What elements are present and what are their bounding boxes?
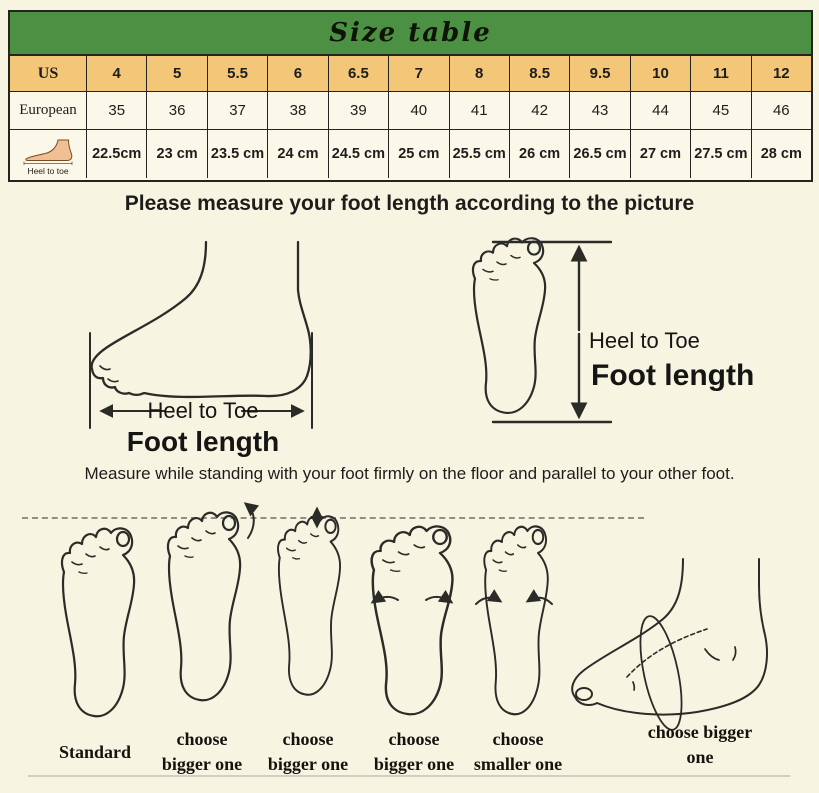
row-label-heel-to-toe	[10, 130, 86, 180]
foot-side-outline	[572, 559, 767, 715]
table-cell: 26 cm	[509, 130, 569, 178]
table-cell: 37	[207, 92, 267, 130]
row-label-us: US	[10, 56, 86, 92]
table-cell: 24 cm	[267, 130, 327, 178]
footprint-long-big-toe-icon	[152, 500, 262, 716]
width-outward-arrows	[373, 597, 451, 602]
table-cell: 27.5 cm	[690, 130, 750, 178]
footprint-outline	[168, 512, 240, 700]
table-cell: 5	[146, 56, 206, 92]
table-cell: 24.5 cm	[328, 130, 388, 178]
foot-length-label: Foot length	[126, 426, 280, 457]
table-cell: 38	[267, 92, 327, 130]
table-cell: 6.5	[328, 56, 388, 92]
footprint-standard-icon	[48, 526, 148, 726]
footprint-outline	[484, 526, 547, 714]
foot-side-view-icon	[80, 238, 330, 463]
measure-heading: Please measure your foot length according to the picture	[124, 192, 695, 215]
table-cell: 43	[569, 92, 629, 130]
fit-label-standard: Standard	[58, 742, 132, 762]
table-cell: 36	[146, 92, 206, 130]
table-cell: 5.5	[207, 56, 267, 92]
table-cell: 46	[751, 92, 811, 130]
footprint-slim-icon	[464, 524, 562, 724]
table-cell: 6	[267, 56, 327, 92]
table-row-heel-to-toe	[10, 130, 811, 180]
table-row-us	[10, 56, 811, 92]
foot-side-length-diagram	[80, 238, 330, 463]
fit-label-choose-bigger-4: choose bigger one	[647, 722, 753, 768]
table-cell: 25 cm	[388, 130, 448, 178]
big-toe-over-line-arrow	[246, 504, 254, 538]
fit-label-choose-bigger-2: choose bigger one	[267, 729, 349, 775]
foot-length-label: Foot length	[591, 359, 755, 392]
table-cell: 4	[86, 56, 146, 92]
table-cell: 28 cm	[751, 130, 811, 178]
fit-label-choose-bigger-3: choose bigger one	[373, 729, 455, 775]
size-table-title: Size table	[329, 18, 492, 48]
footprint-outline	[278, 516, 340, 694]
table-cell: 35	[86, 92, 146, 130]
table-cell: 27 cm	[630, 130, 690, 178]
table-cell: 11	[690, 56, 750, 92]
table-cell: 44	[630, 92, 690, 130]
foot-side-outline	[92, 242, 311, 397]
footprint-outline	[62, 528, 134, 716]
footprint-outline	[372, 526, 453, 714]
footprint-length-diagram	[455, 230, 755, 430]
table-cell: 23.5 cm	[207, 130, 267, 178]
footprint-wide-icon	[356, 524, 468, 724]
footprint-outline	[473, 238, 545, 413]
size-table-header	[10, 12, 811, 56]
table-cell: 8.5	[509, 56, 569, 92]
table-cell: 10	[630, 56, 690, 92]
table-cell: 7	[388, 56, 448, 92]
footprint-sole-icon	[455, 230, 755, 430]
table-cell: 40	[388, 92, 448, 130]
table-cell: 42	[509, 92, 569, 130]
table-cell: 9.5	[569, 56, 629, 92]
table-cell: 39	[328, 92, 388, 130]
table-cell: 8	[449, 56, 509, 92]
heel-to-toe-icon-caption: Heel to toe	[27, 165, 69, 176]
table-row-european	[10, 92, 811, 130]
foot-high-instep-icon	[565, 555, 780, 740]
size-table	[8, 10, 813, 182]
table-cell: 23 cm	[146, 130, 206, 178]
table-cell: 41	[449, 92, 509, 130]
table-cell: 12	[751, 56, 811, 92]
table-cell: 22.5cm	[86, 130, 146, 178]
measure-note: Measure while standing with your foot firmly on the floor and parallel to your other foot.	[84, 464, 735, 483]
table-cell: 45	[690, 92, 750, 130]
footprint-long-second-toe-icon	[260, 502, 355, 716]
table-cell: 25.5 cm	[449, 130, 509, 178]
bottom-divider	[28, 775, 790, 777]
small-foot-icon	[20, 137, 76, 165]
table-cell: 26.5 cm	[569, 130, 629, 178]
heel-to-toe-label: Heel to Toe	[147, 398, 259, 423]
fit-label-choose-bigger-1: choose bigger one	[161, 729, 243, 775]
row-label-european: European	[10, 92, 86, 130]
heel-to-toe-label: Heel to Toe	[589, 328, 700, 353]
fit-label-choose-smaller: choose smaller one	[473, 729, 563, 775]
